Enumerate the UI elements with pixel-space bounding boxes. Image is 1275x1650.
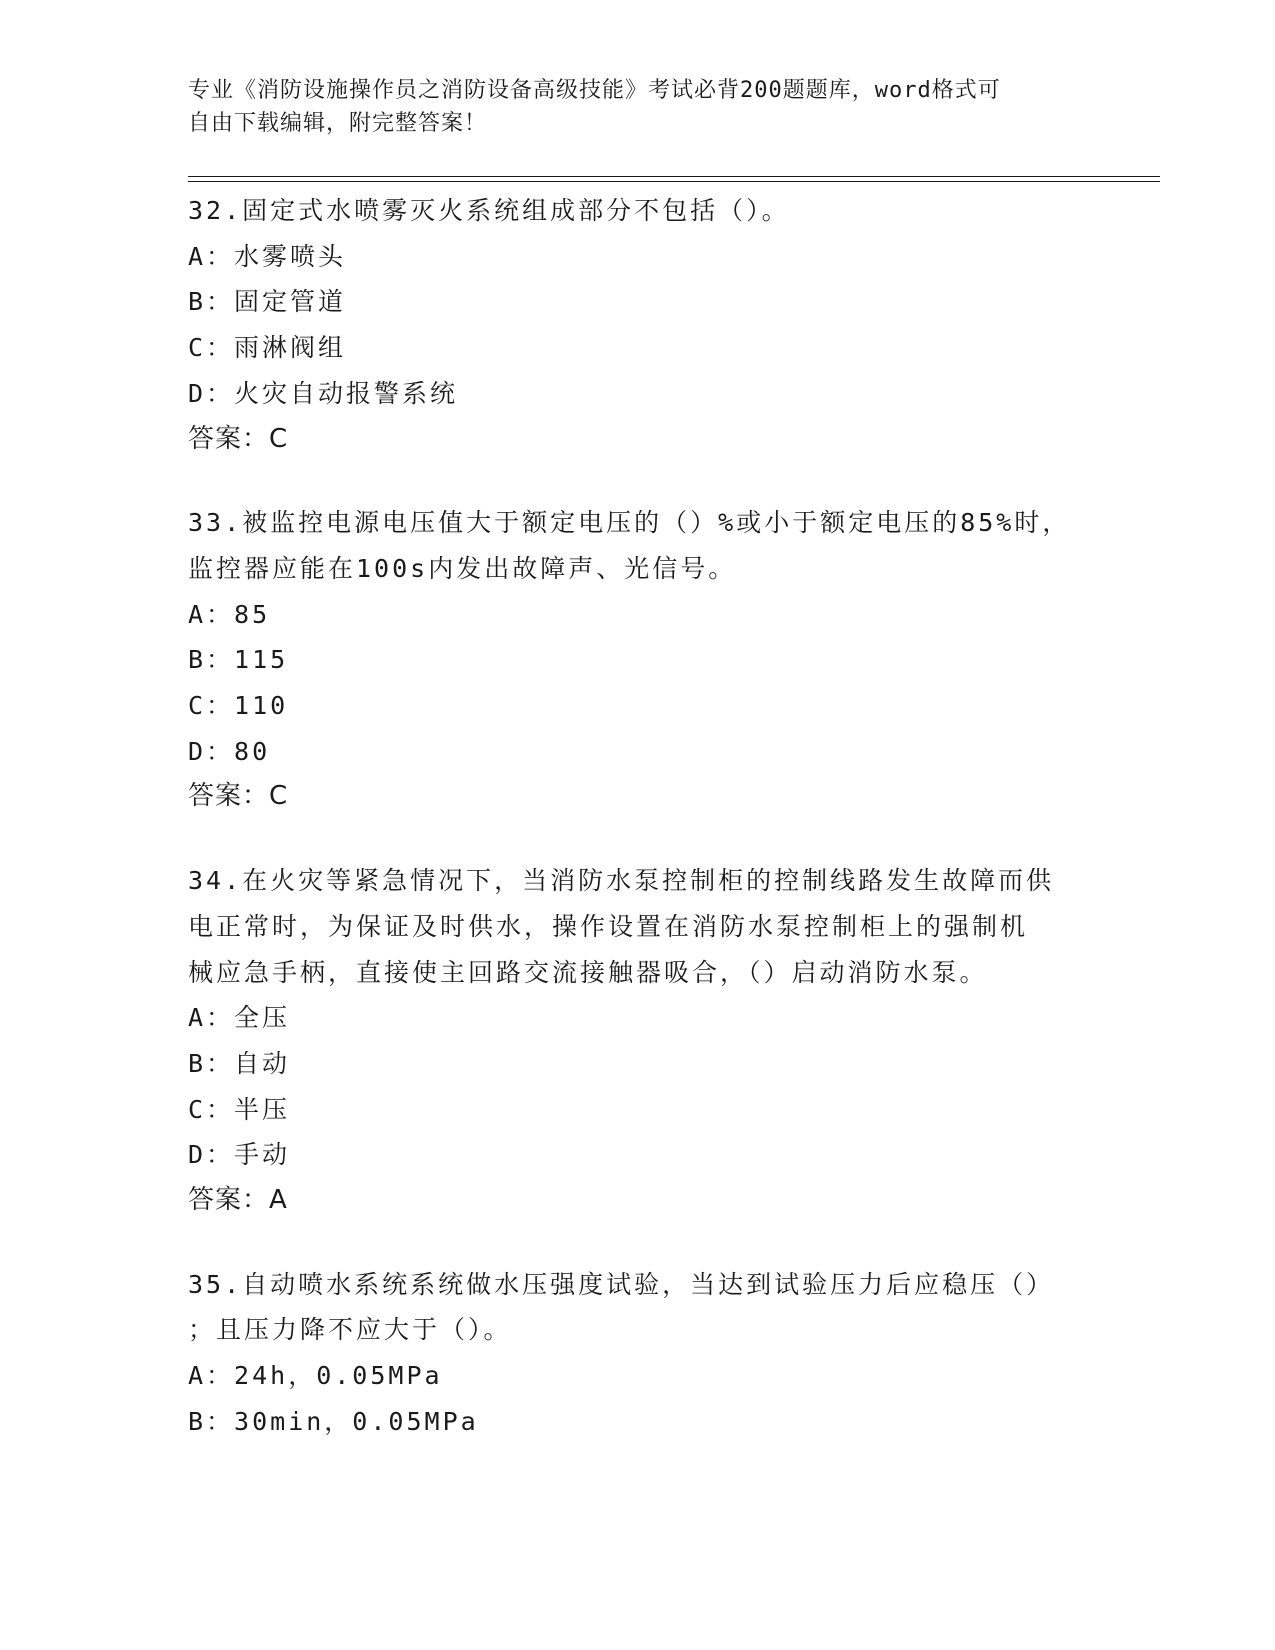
- header-line-1: 专业《消防设施操作员之消防设备高级技能》考试必背200题题库，word格式可: [188, 78, 1001, 103]
- question-32: [188, 188, 1088, 462]
- option-a: A：24h，0.05MPa: [188, 1361, 443, 1391]
- question-35: [188, 1262, 1088, 1445]
- option-b: B：自动: [188, 1048, 291, 1078]
- question-text: 监控器应能在100s内发出故障声、光信号。: [188, 553, 737, 583]
- answer: 答案：C: [188, 423, 289, 454]
- question-list: [188, 188, 1088, 1483]
- option-b: B：115: [188, 645, 289, 675]
- option-a: A：全压: [188, 1003, 291, 1033]
- header-divider-bottom: [188, 181, 1160, 182]
- option-b: B：固定管道: [188, 287, 347, 317]
- question-text: 33.被监控电源电压值大于额定电压的（）%或小于额定电压的85%时，: [188, 508, 1071, 538]
- header-line-2: 自由下载编辑，附完整答案！: [188, 111, 488, 136]
- question-text: 械应急手柄，直接使主回路交流接触器吸合，（）启动消防水泵。: [188, 957, 988, 987]
- question-text: ；且压力降不应大于（）。: [188, 1315, 512, 1345]
- option-b: B：30min，0.05MPa: [188, 1406, 479, 1436]
- answer: 答案：A: [188, 1185, 288, 1216]
- question-34: [188, 858, 1088, 1224]
- question-text: 32.固定式水喷雾灭火系统组成部分不包括（）。: [188, 196, 790, 225]
- option-c: C：半压: [188, 1094, 291, 1124]
- option-a: A：水雾喷头: [188, 241, 347, 271]
- option-c: C：110: [188, 691, 289, 721]
- option-d: D：手动: [188, 1140, 291, 1170]
- header-divider-top: [188, 176, 1160, 177]
- option-c: C：雨淋阀组: [188, 333, 347, 363]
- option-d: D：80: [188, 736, 271, 766]
- option-d: D：火灾自动报警系统: [188, 378, 459, 408]
- question-text: 电正常时，为保证及时供水，操作设置在消防水泵控制柜上的强制机: [188, 911, 1029, 941]
- document-header: [188, 74, 1088, 140]
- answer: 答案：C: [188, 781, 289, 812]
- question-33: [188, 500, 1088, 820]
- option-a: A：85: [188, 599, 271, 629]
- question-text: 34.在火灾等紧急情况下，当消防水泵控制柜的控制线路发生故障而供: [188, 866, 1055, 896]
- question-text: 35.自动喷水系统系统做水压强度试验，当达到试验压力后应稳压（）: [188, 1269, 1055, 1299]
